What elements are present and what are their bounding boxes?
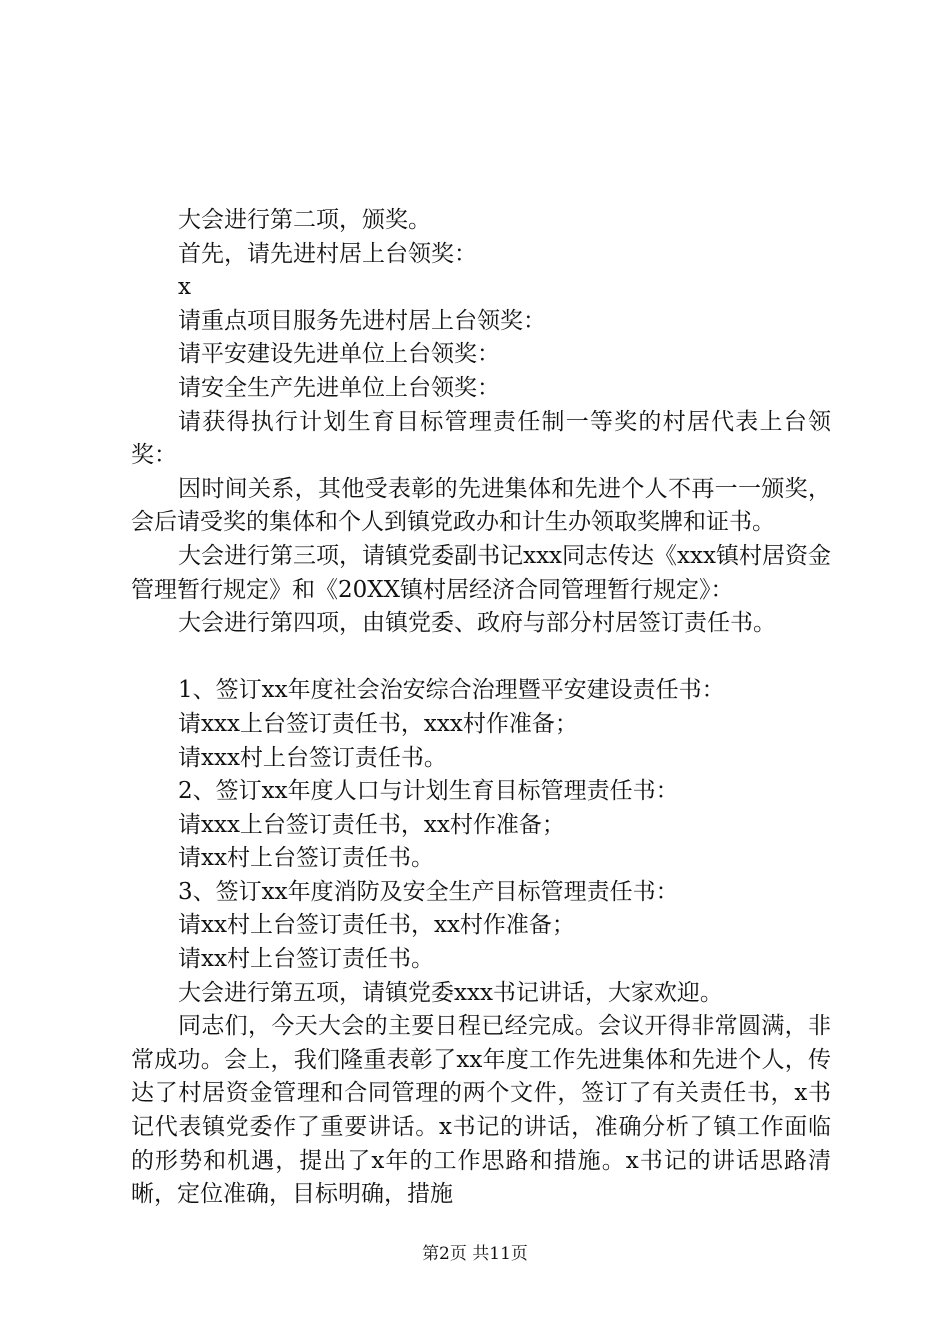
blank-line [131, 641, 831, 675]
list-item: 请xx村上台签订责任书，xx村作准备； [178, 912, 575, 939]
paragraph: 大会进行第四项，由镇党委、政府与部分村居签订责任书。 [178, 610, 776, 637]
paragraph: 首先，请先进村居上台领奖： [178, 240, 477, 267]
paragraph: 请获得执行计划生育目标管理责任制一等奖的村居代表上台领奖： [131, 408, 831, 469]
paragraph: 同志们，今天大会的主要日程已经完成。会议开得非常圆满，非常成功。会上，我们隆重表彰了xx年度工作先进集体和先进个人，传达了村居资金管理和合同管理的两个文件，签订了有关责任书，x书记代表镇党委作了重要讲话。x书记的讲话，准确分析了镇工作面临的形势和机遇，提出了x年的工作思路和措施。x书记的讲话思路清晰，定位准确，目标明确，措施 [131, 1013, 831, 1208]
list-item: 请xxx上台签订责任书，xx村作准备； [178, 811, 565, 838]
paragraph: 请平安建设先进单位上台领奖： [178, 341, 500, 368]
paragraph: x [178, 274, 191, 301]
page-number-footer: 第2页 共11页 [422, 1244, 528, 1264]
paragraph: 大会进行第五项，请镇党委xxx书记讲话，大家欢迎。 [178, 979, 723, 1006]
list-item: 2、签订xx年度人口与计划生育目标管理责任书： [178, 778, 679, 805]
list-item: 请xxx村上台签订责任书。 [178, 744, 447, 771]
paragraph: 大会进行第三项，请镇党委副书记xxx同志传达《xxx镇村居资金管理暂行规定》和《20XX镇村居经济合同管理暂行规定》： [131, 542, 831, 603]
paragraph: 因时间关系，其他受表彰的先进集体和先进个人不再一一颁奖，会后请受奖的集体和个人到镇党政办和计生办领取奖牌和证书。 [131, 475, 831, 536]
document-body [131, 204, 831, 1212]
list-item: 请xx村上台签订责任书。 [178, 845, 434, 872]
list-item: 请xx村上台签订责任书。 [178, 946, 434, 973]
paragraph: 大会进行第二项，颁奖。 [178, 207, 431, 233]
list-item: 1、签订xx年度社会治安综合治理暨平安建设责任书： [178, 677, 725, 704]
list-item: 3、签订xx年度消防及安全生产目标管理责任书： [178, 878, 679, 905]
paragraph: 请安全生产先进单位上台领奖： [178, 374, 500, 401]
list-item: 请xxx上台签订责任书，xxx村作准备； [178, 710, 578, 737]
paragraph: 请重点项目服务先进村居上台领奖： [178, 307, 546, 334]
